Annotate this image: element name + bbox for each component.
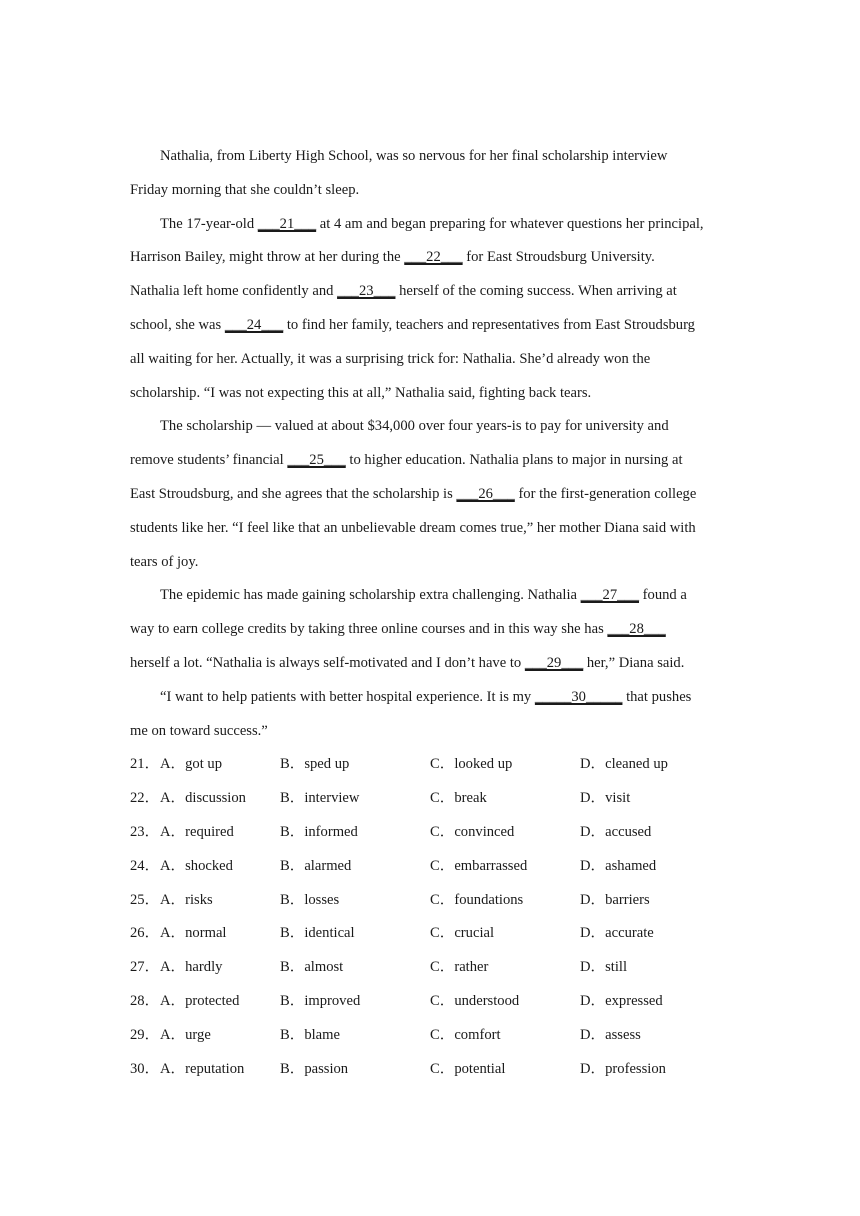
blank-22: ___22___ (404, 249, 463, 266)
option-c: C．embarrassed (430, 857, 528, 874)
option-a: A．hardly (160, 959, 223, 976)
option-row-27 (130, 951, 730, 985)
text-line (130, 478, 730, 512)
text-line (130, 613, 730, 647)
text-line (130, 208, 730, 242)
option-row-21 (130, 748, 730, 782)
option-b: B．interview (280, 790, 360, 807)
paragraph-2 (130, 208, 730, 411)
text-segment: “I want to help patients with better hospital experience. It is my (160, 688, 535, 705)
text-line (130, 579, 730, 613)
text-segment: East Stroudsburg, and she agrees that the scholarship is (130, 485, 457, 502)
option-b: B．sped up (280, 756, 350, 773)
text-segment: herself a lot. “Nathalia is always self-motivated and I don’t have to (130, 654, 525, 671)
question-number: 27． (130, 959, 160, 976)
option-c: C．understood (430, 992, 520, 1009)
text-line (130, 309, 730, 343)
blank-30: _____30_____ (534, 688, 623, 705)
text-segment: that pushes (622, 688, 692, 705)
document-page (130, 140, 730, 1086)
question-number: 30． (130, 1060, 160, 1077)
paragraph-4 (130, 579, 730, 680)
text-segment: to higher education. Nathalia plans to major in nursing at (345, 452, 683, 469)
option-c: C．comfort (430, 1026, 501, 1043)
option-b: B．informed (280, 823, 358, 840)
option-d: D．profession (580, 1060, 666, 1077)
paragraph-5 (130, 681, 730, 749)
option-b: B．almost (280, 959, 344, 976)
text-line: students like her. “I feel like that an unbelievable dream comes true,” her mother Diana said with (130, 519, 696, 536)
option-c: C．rather (430, 959, 489, 976)
text-line (130, 681, 730, 715)
question-number: 29． (130, 1026, 160, 1043)
text-segment: for East Stroudsburg University. (462, 249, 655, 266)
option-d: D．barriers (580, 891, 650, 908)
text-segment: The epidemic has made gaining scholarship extra challenging. Nathalia (160, 587, 581, 604)
text-segment: herself of the coming success. When arriving at (395, 283, 677, 300)
option-a: A．discussion (160, 790, 246, 807)
text-segment: found a (639, 587, 687, 604)
question-number: 23． (130, 823, 160, 840)
option-row-28 (130, 985, 730, 1019)
option-d: D．accused (580, 823, 652, 840)
question-number: 22． (130, 790, 160, 807)
text-line: Friday morning that she couldn’t sleep. (130, 181, 360, 198)
option-b: B．alarmed (280, 857, 352, 874)
option-row-26 (130, 917, 730, 951)
option-a: A．shocked (160, 857, 233, 874)
blank-29: ___29___ (524, 654, 584, 671)
option-row-24 (130, 850, 730, 884)
option-row-25 (130, 884, 730, 918)
question-number: 24． (130, 857, 160, 874)
text-segment: to find her family, teachers and representatives from East Stroudsburg (283, 316, 695, 333)
option-b: B．identical (280, 925, 355, 942)
blank-23: ___23___ (337, 283, 396, 300)
option-row-29 (130, 1019, 730, 1053)
option-a: A．required (160, 823, 234, 840)
option-row-30 (130, 1053, 730, 1087)
text-line (130, 241, 730, 275)
text-segment: her,” Diana said. (583, 654, 685, 671)
option-b: B．blame (280, 1026, 340, 1043)
option-c: C．foundations (430, 891, 524, 908)
text-line (130, 275, 730, 309)
blank-25: ___25___ (287, 452, 346, 469)
paragraph-1 (130, 140, 730, 208)
option-c: C．potential (430, 1060, 506, 1077)
cloze-passage (130, 140, 730, 748)
option-b: B．losses (280, 891, 340, 908)
text-segment: Harrison Bailey, might throw at her during the (130, 249, 405, 266)
text-line: tears of joy. (130, 553, 199, 570)
option-a: A．urge (160, 1026, 211, 1043)
text-line: Nathalia, from Liberty High School, was so nervous for her final scholarship interview (160, 148, 668, 164)
text-line: me on toward success.” (130, 722, 268, 739)
text-segment: for the first-generation college (514, 485, 697, 502)
text-line: scholarship. “I was not expecting this at all,” Nathalia said, fighting back tears. (130, 384, 592, 401)
option-b: B．passion (280, 1060, 349, 1077)
option-c: C．crucial (430, 925, 495, 942)
question-number: 25． (130, 891, 160, 908)
option-d: D．still (580, 959, 628, 976)
text-line (130, 444, 730, 478)
option-d: D．expressed (580, 992, 663, 1009)
option-d: D．cleaned up (580, 756, 668, 773)
blank-26: ___26___ (456, 485, 515, 502)
option-a: A．protected (160, 992, 240, 1009)
text-segment: remove students’ financial (130, 452, 288, 469)
text-line: all waiting for her. Actually, it was a surprising trick for: Nathalia. She’d already won the (130, 350, 651, 367)
option-a: A．risks (160, 891, 213, 908)
blank-24: ___24___ (224, 316, 284, 333)
option-c: C．convinced (430, 823, 515, 840)
option-d: D．assess (580, 1026, 641, 1043)
text-line: The scholarship — valued at about $34,000 over four years-is to pay for university and (160, 418, 669, 435)
text-segment: school, she was (130, 316, 225, 333)
option-d: D．ashamed (580, 857, 657, 874)
option-c: C．break (430, 790, 487, 807)
option-a: A．got up (160, 756, 223, 773)
option-row-22 (130, 782, 730, 816)
text-segment: The 17-year-old (160, 215, 258, 232)
text-segment: Nathalia left home confidently and (130, 283, 338, 300)
text-segment: at 4 am and began preparing for whatever questions her principal, (316, 215, 704, 232)
blank-21: ___21___ (257, 215, 317, 232)
option-a: A．normal (160, 925, 227, 942)
option-b: B．improved (280, 992, 361, 1009)
option-d: D．visit (580, 790, 631, 807)
option-d: D．accurate (580, 925, 654, 942)
question-number: 28． (130, 992, 160, 1009)
option-row-23 (130, 816, 730, 850)
question-number: 26． (130, 925, 160, 942)
paragraph-3 (130, 410, 730, 579)
answer-options (130, 748, 730, 1086)
question-number: 21． (130, 756, 160, 773)
option-c: C．looked up (430, 756, 513, 773)
blank-28: ___28___ (607, 621, 666, 638)
option-a: A．reputation (160, 1060, 245, 1077)
text-line (130, 647, 730, 681)
text-segment: way to earn college credits by taking three online courses and in this way she has (130, 621, 608, 638)
blank-27: ___27___ (580, 587, 640, 604)
